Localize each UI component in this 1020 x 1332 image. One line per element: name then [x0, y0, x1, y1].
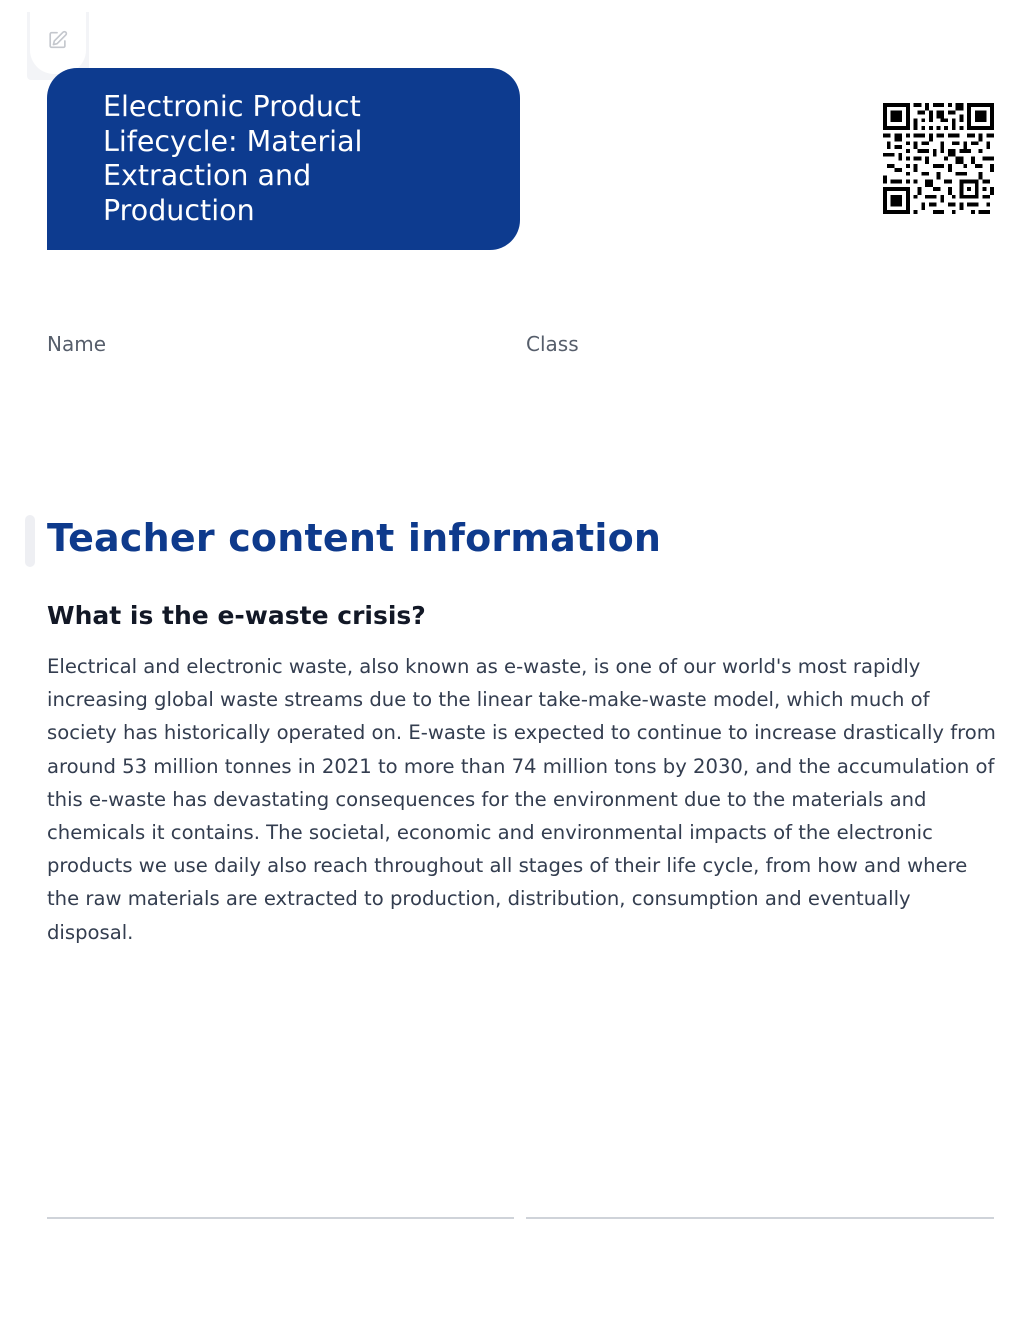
- worksheet-title: Electronic Product Lifecycle: Material Extraction and Production: [103, 90, 363, 227]
- class-field-label: Class: [526, 332, 579, 356]
- edit-icon: [47, 29, 69, 55]
- section-drag-handle[interactable]: [25, 515, 35, 567]
- sub-heading: What is the e-waste crisis?: [47, 601, 426, 630]
- qr-code: [883, 103, 994, 214]
- body-paragraph: Electrical and electronic waste, also known as e-waste, is one of our world's most rapidly increasing global waste streams due to the linear take-make-waste model, which much of society has historically operated on. E-waste is expected to continue to increase drastically from around 53 million tonnes in 2021 to more than 74 million tons by 2030, and the accumulation of this e-waste has devastating consequences for the environment due to the materials and chemicals it contains. The societal, economic and environmental impacts of the electronic products we use daily also reach throughout all stages of their life cycle, from how and where the raw materials are extracted to production, distribution, consumption and eventually disposal.: [47, 655, 996, 944]
- section-heading: Teacher content information: [47, 516, 662, 560]
- name-field-label: Name: [47, 332, 107, 356]
- footer-divider-right: [526, 1217, 994, 1219]
- title-banner: [47, 68, 520, 250]
- edit-button[interactable]: [30, 12, 86, 74]
- footer-divider-left: [47, 1217, 514, 1219]
- qr-code-icon: [883, 103, 994, 214]
